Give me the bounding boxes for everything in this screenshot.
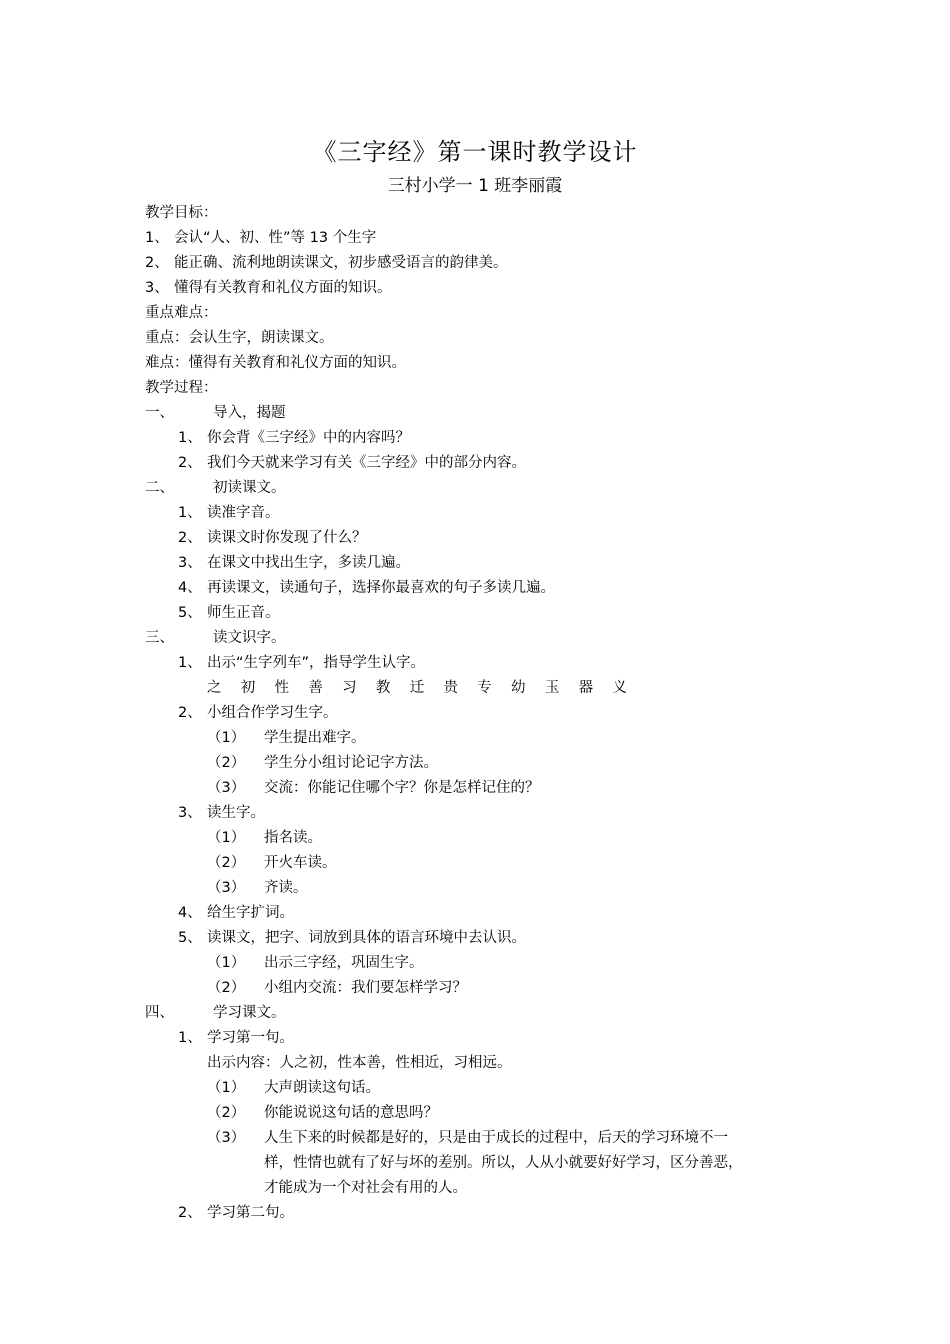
character: 初	[240, 680, 256, 696]
character: 之	[207, 680, 222, 696]
page-title: 《三字经》第一课时教学设计	[312, 138, 638, 166]
character: 义	[612, 680, 627, 696]
character-row	[207, 676, 627, 701]
character: 玉	[544, 680, 560, 696]
character: 性	[274, 680, 290, 696]
character: 迁	[409, 680, 425, 696]
character: 善	[308, 680, 323, 696]
character: 教	[375, 680, 391, 696]
character: 习	[342, 680, 357, 696]
character: 器	[578, 680, 594, 696]
author-line: 三村小学一 1 班李丽霞	[387, 176, 563, 196]
character: 幼	[511, 680, 526, 696]
character: 专	[477, 680, 492, 696]
character: 贵	[443, 680, 458, 696]
document-page: 《三字经》第一课时教学设计 三村小学一 1 班李丽霞 教学目标： 1、 会认“人、初、性”等 13 个生字 2、 能正确、流利地朗读课文，初步感受语言的韵律美。 3、 懂得有关教育和礼仪方面的知识。 重点难点： 重点：会认生字，朗读课文。 难点：懂得有关教育和礼仪方面的知识。 教学过程： 一、 导入，揭题 1、 你会背《三字经》中的内容吗？ 2、 我们今天就来学习有关《三字经》中的部分内容。 二、 初读课文。 1、 读准字音。 2、 读课文时你发现了什么？ 3、 在课文中找出生字，多读几遍。 4、 再读课文，读通句子，选择你最喜欢的句子多读几遍。 5、 师生正音。 三、 读文识字。 1、 出示“生字列车”，指导学生认字。 之 初 性 善 习 教 迁 贵 专 幼 玉 器 义 2、 小组合作学习生字。 （1） 学生提出难字。 （2） 学生分小组讨论记字方法。 （3） 交流：你能记住哪个字？你是怎样记住的？ 3、 读生字。 （1） 指名读。 （2） 开火车读。 （3） 齐读。 4、 给生字扩词。 5、 读课文，把字、词放到具体的语言环境中去认识。 （1） 出示三字经，巩固生字。 （2） 小组内交流：我们要怎样学习？ 四、 学习课文。 1、 学习第一句。 出示内容：人之初，性本善，性相近，习相远。 （1） 大声朗读这句话。 （2） 你能说说这句话的意思吗？ （3） 人生下来的时候都是好的，只是由于成长的过程中，后天的学习环境不一 样，性情也就有了好与坏的差别。所以，人从小就要好好学习，区分善恶， 才能成为一个对社会有用的人。 2、 学习第二句。	[0, 0, 950, 1344]
